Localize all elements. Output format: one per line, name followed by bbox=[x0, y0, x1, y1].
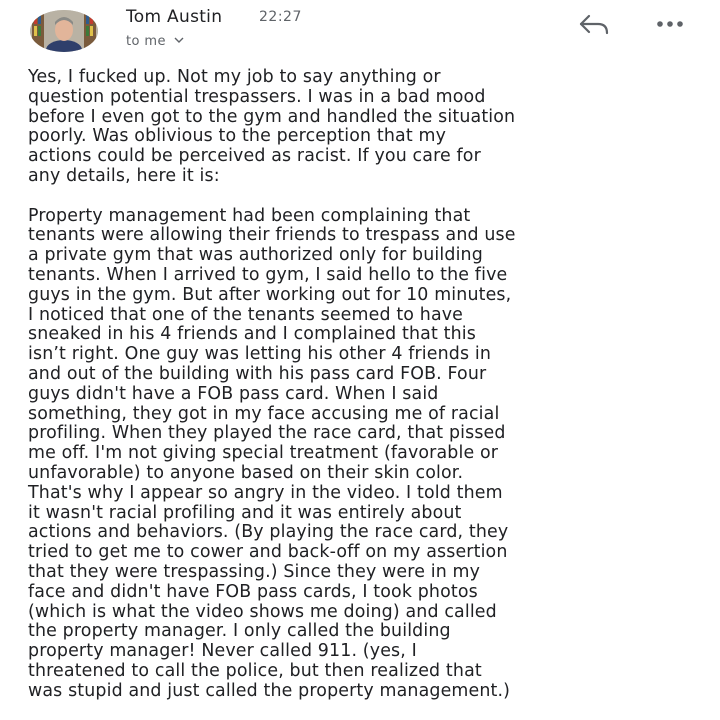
body-line: (which is what the video shows me doing) and called bbox=[28, 601, 497, 622]
recipient-label: to me bbox=[126, 34, 166, 49]
body-line: tenants were allowing their friends to trespass and use bbox=[28, 225, 516, 246]
recipient-details-toggle[interactable] bbox=[126, 34, 184, 49]
more-options-button[interactable] bbox=[650, 12, 690, 36]
sent-time: 22:27 bbox=[259, 9, 302, 25]
body-line: face and didn't have FOB pass cards, I took photos bbox=[28, 581, 478, 602]
body-line: Property management had been complaining that bbox=[28, 205, 471, 226]
body-line: before I even got to the gym and handled the situation bbox=[28, 106, 516, 127]
body-line: property manager! Never called 911. (yes, I bbox=[28, 641, 417, 662]
sender-name[interactable]: Tom Austin bbox=[126, 7, 223, 27]
body-line: guys didn't have a FOB pass card. When I said bbox=[28, 383, 439, 404]
body-line: That's why I appear so angry in the video. I told them bbox=[28, 482, 503, 503]
body-line: guys in the gym. But after working out for 10 minutes, bbox=[28, 284, 512, 305]
more-options-icon bbox=[650, 12, 690, 36]
body-line: tenants. When I arrived to gym, I said hello to the five bbox=[28, 264, 508, 285]
reply-button[interactable] bbox=[576, 10, 612, 38]
body-paragraph-2 bbox=[28, 207, 718, 702]
body-line: unfavorable) to anyone based on their skin color. bbox=[28, 462, 464, 483]
body-line: me off. I'm not giving special treatment (favorable or bbox=[28, 443, 499, 464]
body-line: actions could be perceived as racist. If you care for bbox=[28, 146, 481, 167]
body-line: I noticed that one of the tenants seemed to have bbox=[28, 304, 464, 325]
body-line: it wasn't racial profiling and it was entirely about bbox=[28, 502, 462, 523]
email-header bbox=[0, 0, 720, 64]
body-line: poorly. Was oblivious to the perception that my bbox=[28, 126, 447, 147]
sender-avatar[interactable] bbox=[30, 10, 98, 52]
body-line: Yes, I fucked up. Not my job to say anything or bbox=[28, 67, 441, 87]
body-line: a private gym that was authorized only for building bbox=[28, 245, 483, 266]
body-line: tried to get me to cower and back-off on my assertion bbox=[28, 542, 508, 563]
body-line: and out of the building with his pass card FOB. Four bbox=[28, 363, 487, 384]
body-line: question potential trespassers. I was in a bad mood bbox=[28, 86, 486, 107]
body-line: profiling. When they played the race card, that pissed bbox=[28, 423, 506, 444]
reply-icon bbox=[576, 10, 612, 38]
body-line: something, they got in my face accusing me of racial bbox=[28, 403, 500, 424]
body-line: was stupid and just called the property management.) bbox=[28, 680, 511, 701]
body-paragraph-1 bbox=[28, 68, 718, 187]
chevron-down-icon bbox=[174, 34, 184, 47]
body-line: sneaked in his 4 friends and I complained that this bbox=[28, 324, 476, 345]
body-line: actions and behaviors. (By playing the race card, they bbox=[28, 522, 509, 543]
body-line: threatened to call the police, but then realized that bbox=[28, 660, 482, 681]
body-line: isn’t right. One guy was letting his other 4 friends in bbox=[28, 344, 492, 365]
email-body bbox=[28, 68, 718, 702]
body-line: the property manager. I only called the building bbox=[28, 621, 451, 642]
body-line: that they were trespassing.) Since they were in my bbox=[28, 561, 481, 582]
body-line: any details, here it is: bbox=[28, 165, 220, 186]
